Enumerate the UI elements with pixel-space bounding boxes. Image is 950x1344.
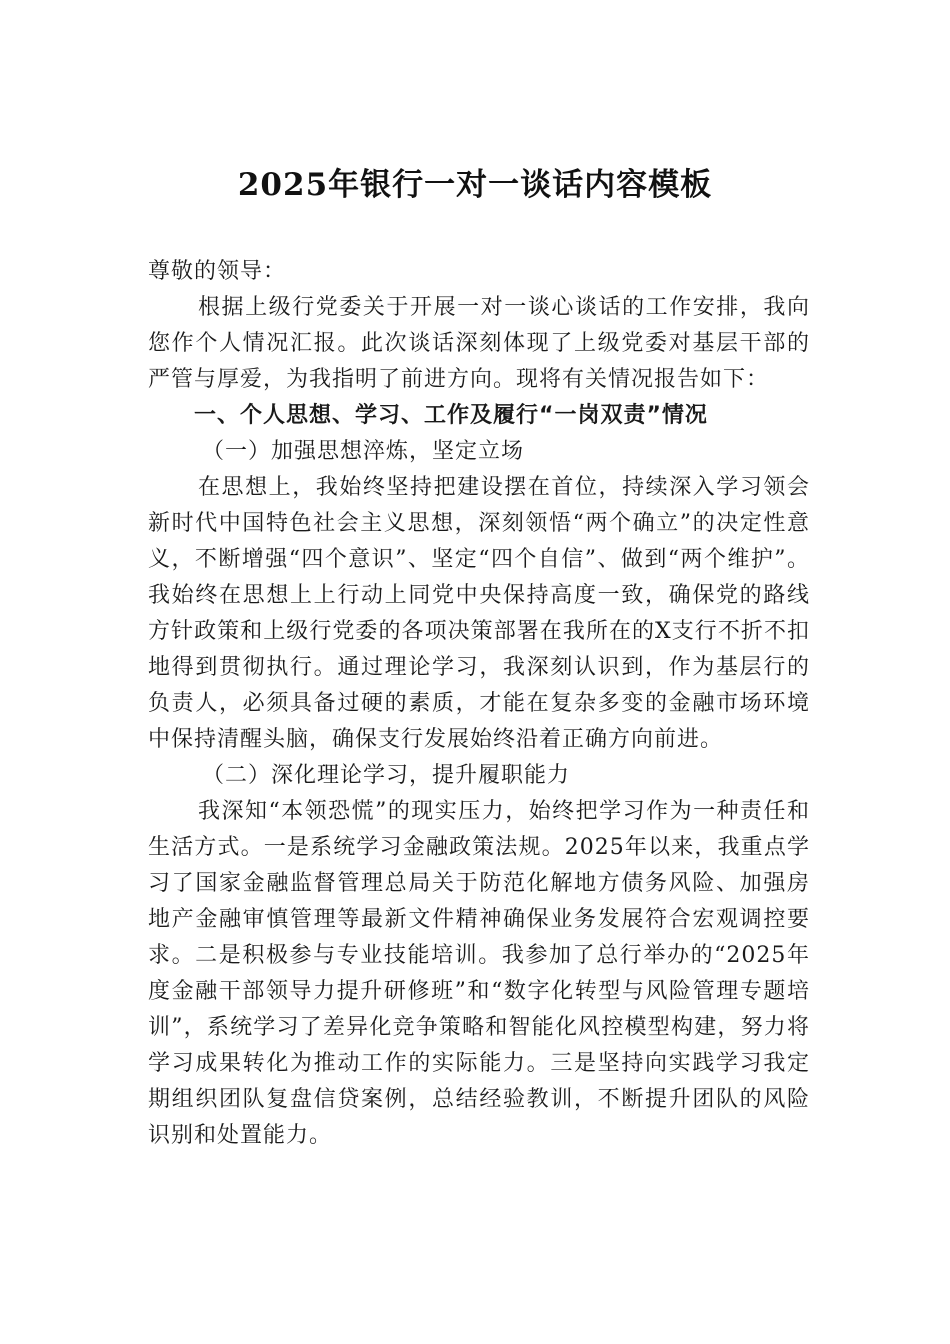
document-title: 2025年银行一对一谈话内容模板 xyxy=(237,167,713,203)
subsection-heading-1: （一）加强思想淬炼，坚定立场 xyxy=(202,439,525,464)
subsection-1-paragraph: 在思想上，我始终坚持把建设摆在首位，持续深入学习领会新时代中国特色社会主义思想，深刻领悟“两个确立”的决定性意义，不断增强“四个意识”、坚定“四个自信”、做到“两个维护”。我始终在思想上上行动上同党中央保持高度一致，确保党的路线方针政策和上级行党委的各项决策部署在我所在的X支行不折不扣地得到贯彻执行。通过理论学习，我深刻认识到，作为基层行的负责人，必须具备过硬的素质，才能在复杂多变的金融市场环境中保持清醒头脑，确保支行发展始终沿着正确方向前进。 xyxy=(148,475,810,752)
salutation: 尊敬的领导： xyxy=(148,259,287,284)
subsection-2-paragraph: 我深知“本领恐慌”的现实压力，始终把学习作为一种责任和生活方式。一是系统学习金融政策法规。2025年以来，我重点学习了国家金融监督管理总局关于防范化解地方债务风险、加强房地产金融审慎管理等最新文件精神确保业务发展符合宏观调控要求。二是积极参与专业技能培训。我参加了总行举办的“2025年度金融干部领导力提升研修班”和“数字化转型与风险管理专题培训”，系统学习了差异化竞争策略和智能化风控模型构建，努力将学习成果转化为推动工作的实际能力。三是坚持向实践学习我定期组织团队复盘信贷案例，总结经验教训，不断提升团队的风险识别和处置能力。 xyxy=(148,799,810,1148)
subsection-heading-2: （二）深化理论学习，提升履职能力 xyxy=(202,763,571,788)
document-body xyxy=(148,254,810,1154)
section-heading-1: 一、个人思想、学习、工作及履行“一岗双责”情况 xyxy=(194,403,708,428)
intro-paragraph: 根据上级行党委关于开展一对一谈心谈话的工作安排，我向您作个人情况汇报。此次谈话深刻体现了上级党委对基层干部的严管与厚爱，为我指明了前进方向。现将有关情况报告如下： xyxy=(148,295,810,392)
